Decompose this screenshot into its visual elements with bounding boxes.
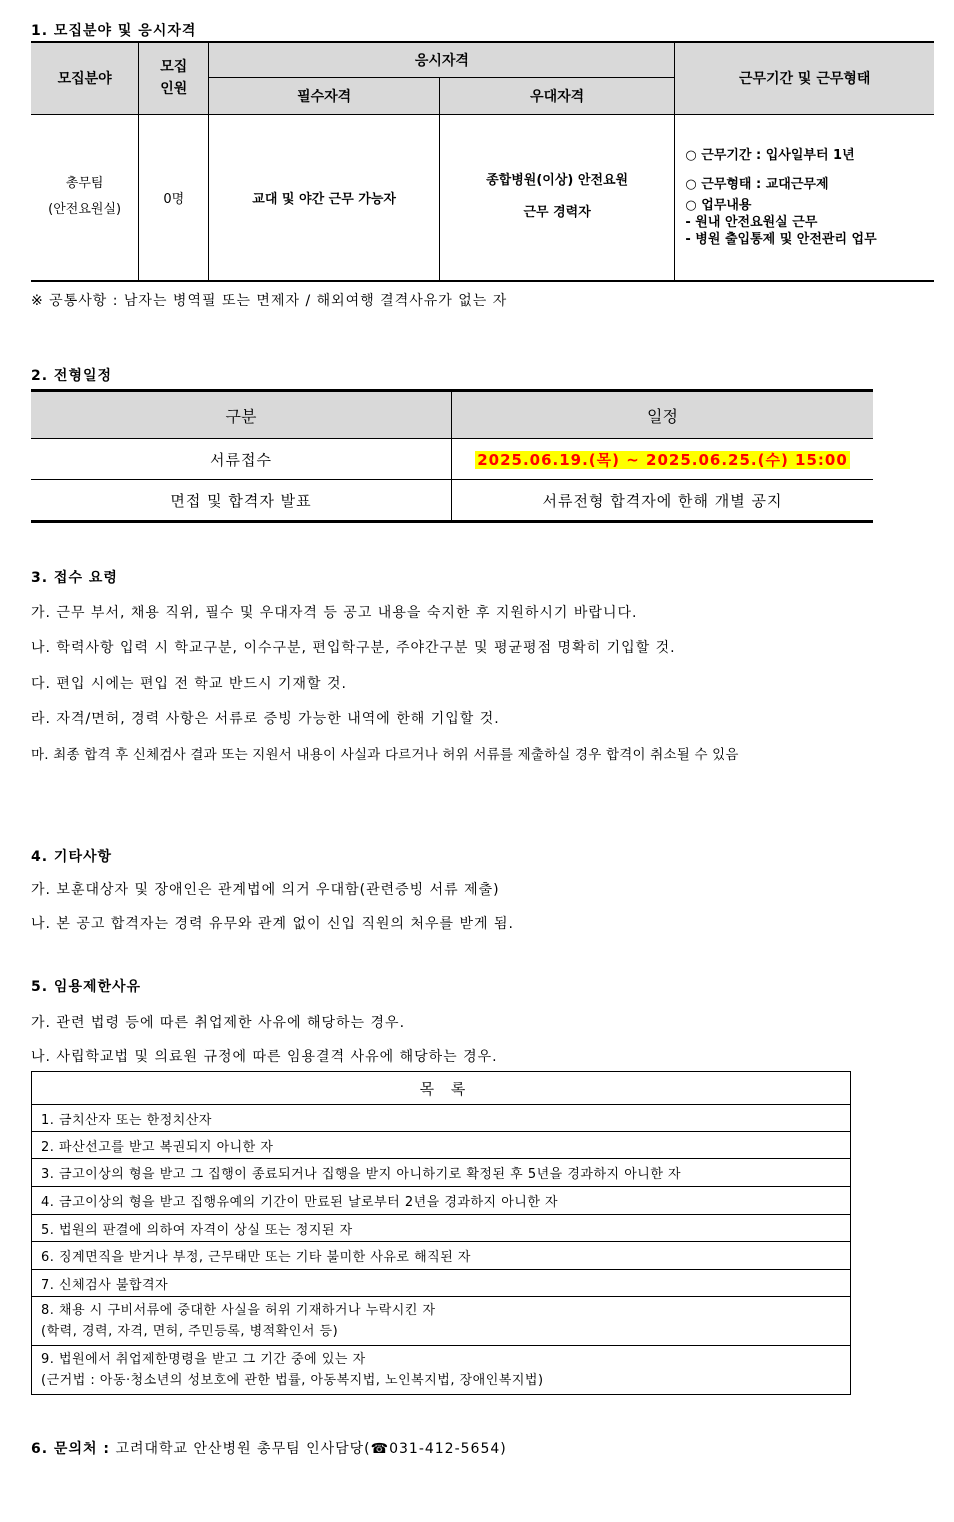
- item8-line2: (학력, 경력, 자격, 면허, 주민등록, 병적확인서 등): [41, 1324, 339, 1339]
- cond-type: ○ 근무형태 : 교대근무제: [685, 176, 829, 192]
- cond-duty-1: - 원내 안전요원실 근무: [685, 214, 818, 230]
- list-item: 3. 금고이상의 형을 받고 그 집행이 종료되거나 집행을 받지 아니하기로 확정된 후 5년을 경과하지 아니한 자: [32, 1159, 851, 1187]
- header-qualification: 응시자격: [209, 42, 675, 77]
- cond-duty-2: - 병원 출입통제 및 안전관리 업무: [685, 231, 877, 247]
- header-required: 필수자격: [209, 77, 440, 114]
- schedule-row2-date: 서류전형 합격자에 한해 개별 공지: [452, 480, 874, 522]
- header-period: 근무기간 및 근무형태: [675, 42, 934, 114]
- section-2-title: 2. 전형일정: [31, 368, 113, 384]
- header-count: [139, 42, 209, 114]
- schedule-row1-date: [452, 439, 874, 480]
- preferred-line2: 근무 경력자: [523, 205, 591, 221]
- cond-duties: ○ 업무내용: [685, 197, 752, 213]
- s3-line-1: 가. 근무 부서, 채용 직위, 필수 및 우대자격 등 공고 내용을 숙지한 후 지원하시기 바랍니다.: [31, 605, 638, 621]
- list-header: 목 록: [32, 1072, 851, 1105]
- schedule-header-date: 일정: [452, 391, 874, 439]
- common-note: ※ 공통사항 : 남자는 병역필 또는 면제자 / 해외여행 결격사유가 없는 자: [31, 293, 508, 309]
- list-item: 7. 신체검사 불합격자: [32, 1270, 851, 1297]
- list-item: 2. 파산선고를 받고 복권되지 아니한 자: [32, 1132, 851, 1159]
- list-item: 5. 법원의 판결에 의하여 자격이 상실 또는 정지된 자: [32, 1215, 851, 1242]
- section-4-title: 4. 기타사항: [31, 849, 113, 865]
- item8-line1: 8. 채용 시 구비서류에 중대한 사실을 허위 기재하거나 누락시킨 자: [41, 1303, 436, 1318]
- list-item: 4. 금고이상의 형을 받고 집행유예의 기간이 만료된 날로부터 2년을 경과하지 아니한 자: [32, 1187, 851, 1215]
- s4-line-1: 가. 보훈대상자 및 장애인은 관계법에 의거 우대함(관련증빙 서류 제출): [31, 882, 500, 898]
- s3-line-4: 라. 자격/면허, 경력 사항은 서류로 증빙 가능한 내역에 한해 기입할 것.: [31, 711, 500, 727]
- s3-line-2: 나. 학력사항 입력 시 학교구분, 이수구분, 편입학구분, 주야간구분 및 평균평점 명확히 기입할 것.: [31, 640, 676, 656]
- s3-line-3: 다. 편입 시에는 편입 전 학교 반드시 기재할 것.: [31, 676, 347, 692]
- contact-label: 6. 문의처 :: [31, 1441, 110, 1457]
- schedule-table: [31, 389, 873, 523]
- header-preferred: 우대자격: [439, 77, 675, 114]
- contact-line: [31, 1438, 507, 1458]
- disqualification-list: [31, 1071, 851, 1395]
- s4-line-2: 나. 본 공고 합격자는 경력 유무와 관계 없이 신입 직원의 처우를 받게 됨.: [31, 916, 514, 932]
- list-item: [32, 1297, 851, 1346]
- list-item: [32, 1346, 851, 1395]
- field-line1: 총무팀: [65, 176, 104, 192]
- cell-preferred: [439, 114, 675, 281]
- section-1-title: 1. 모집분야 및 응시자격: [31, 23, 197, 39]
- phone-icon: ☎: [370, 1441, 390, 1457]
- preferred-line1: 종합병원(이상) 안전요원: [486, 173, 629, 189]
- s5-line-2: 나. 사립학교법 및 의료원 규정에 따른 임용결격 사유에 해당하는 경우.: [31, 1049, 498, 1065]
- cond-period: ○ 근무기간 : 입사일부터 1년: [685, 147, 855, 163]
- section-3-title: 3. 접수 요령: [31, 570, 118, 586]
- field-line2: (안전요원실): [48, 202, 122, 218]
- list-item: 6. 징계면직을 받거나 부정, 근무태만 또는 기타 불미한 사유로 해직된 자: [32, 1242, 851, 1270]
- header-field: 모집분야: [31, 42, 139, 114]
- schedule-row1-category: 서류접수: [31, 439, 452, 480]
- section-5-title: 5. 임용제한사유: [31, 979, 142, 995]
- schedule-row2-category: 면접 및 합격자 발표: [31, 480, 452, 522]
- cell-conditions: [675, 114, 934, 281]
- list-item: 1. 금치산자 또는 한정치산자: [32, 1105, 851, 1132]
- item9-line1: 9. 법원에서 취업제한명령을 받고 그 기간 중에 있는 자: [41, 1352, 366, 1367]
- contact-value: 고려대학교 안산병원 총무팀 인사담당(: [115, 1441, 371, 1457]
- cell-field: [31, 114, 139, 281]
- cell-required: 교대 및 야간 근무 가능자: [209, 114, 440, 281]
- cell-count: 0명: [139, 114, 209, 281]
- contact-phone: 031-412-5654): [389, 1441, 507, 1457]
- s5-line-1: 가. 관련 법령 등에 따른 취업제한 사유에 해당하는 경우.: [31, 1015, 406, 1031]
- header-count-line2: 인원: [160, 81, 188, 98]
- header-count-line1: 모집: [160, 59, 188, 76]
- s3-line-5: 마. 최종 합격 후 신체검사 결과 또는 지원서 내용이 사실과 다르거나 허위 서류를 제출하실 경우 합격이 취소될 수 있음: [31, 747, 739, 763]
- item9-line2: (근거법 : 아동·청소년의 성보호에 관한 법률, 아동복지법, 노인복지법, 장애인복지법): [41, 1373, 544, 1388]
- application-period: 2025.06.19.(목) ~ 2025.06.25.(수) 15:00: [477, 450, 848, 469]
- schedule-header-category: 구분: [31, 391, 452, 439]
- recruitment-table: [31, 41, 934, 282]
